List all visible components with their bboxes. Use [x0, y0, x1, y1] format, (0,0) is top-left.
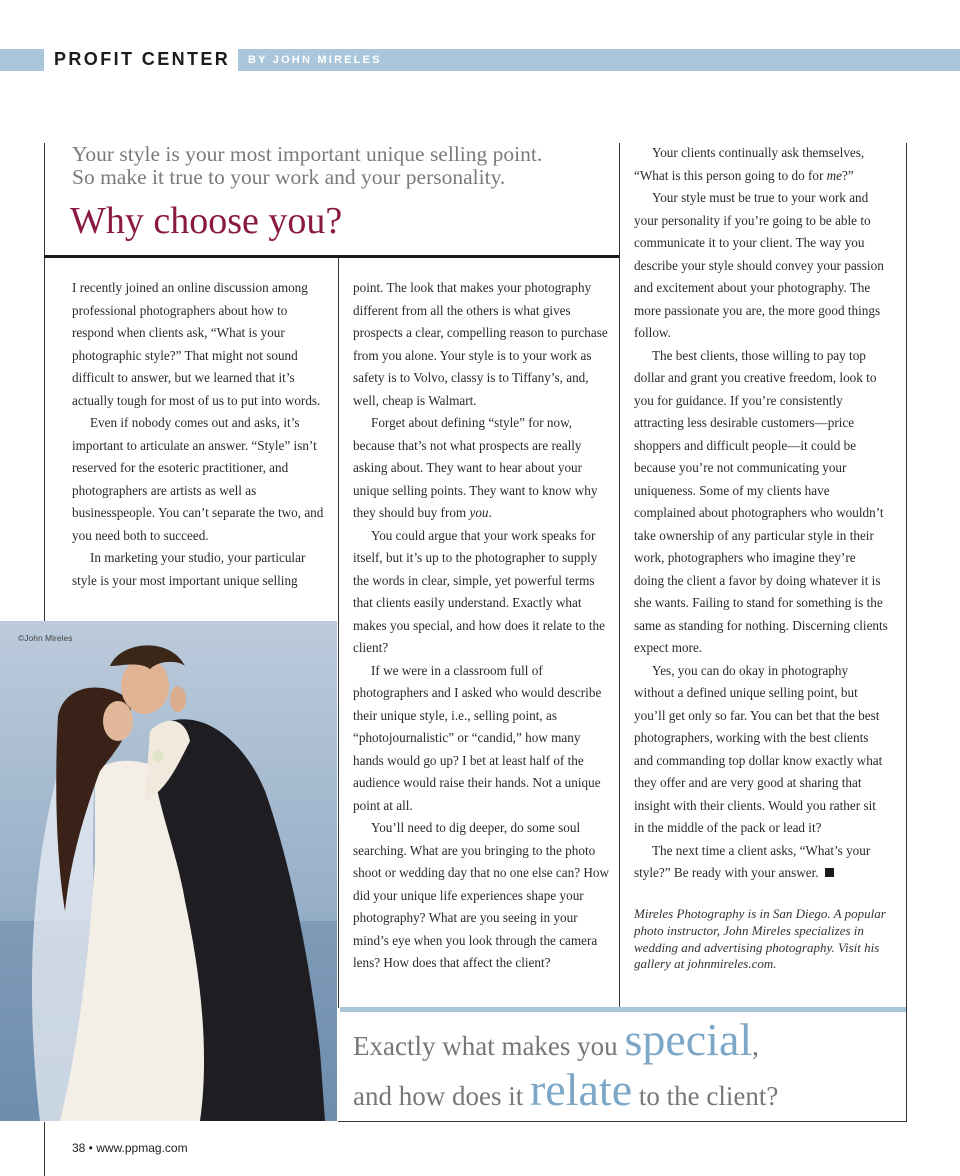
paragraph: Yes, you can do okay in photography without a defined unique selling point, but you’ll get only so far. You can bet that the best photographers, working with the best clients and commanding top dollar know exactly what they offer and are very good at sharing that insight with their clients. Would you rather sit in the middle of the pack or lead it? [634, 662, 883, 835]
paragraph: If we were in a classroom full of photographers and I asked who would describe their unique style, i.e., selling point, as “photojournalistic” or “candid,” how many hands would go up? I bet at least half of the audience would raise their hands. Not a unique point at all. [353, 662, 602, 813]
pullquote [353, 1014, 898, 1118]
left-rule [44, 143, 45, 622]
byline: BY JOHN MIRELES [248, 54, 382, 66]
paragraph: Forget about defining “style” for now, because that’s not what prospects are really asking about. They want to hear about your unique selling points. They want to know why they should buy from you. [353, 415, 598, 520]
paragraph: You’ll need to dig deeper, do some soul searching. What are you bringing to the photo shoot or wedding day that no one else can? How did your unique life experiences shape your photography? What are you seeing in your mind’s eye when you look through the camera lens? How does that affect the client? [353, 820, 609, 970]
column-2 [353, 277, 609, 975]
paragraph: Even if nobody comes out and asks, it’s important to articulate an answer. “Style” isn’t reserved for the esoteric practitioner, and photographers are artists as well as businesspeople. You can’t separate the two, and you need both to succeed. [72, 415, 324, 543]
pullquote-rule [340, 1007, 906, 1012]
headline: Why choose you? [70, 200, 343, 242]
paragraph: Your style must be true to your work and your personality if you’re going to be able to communicate it to your client. The way you describe your style should convey your passion and excitement about your photography. The more passionate you are, the more good things follow. [634, 190, 884, 340]
paragraph: The best clients, those willing to pay top dollar and grant you creative freedom, look to you for guidance. If you’re consistently attracting less desirable customers—price shoppers and difficult people—it could be because you’re not communicating your uniqueness. Some of my clients have complained about photographers who wouldn’t take ownership of any particular style in their work, photographers who imagine they’re doing the client a favor by doing whatever it is she wants. Failing to stand for something is the same as standing for nothing. Discerning clients expect more. [634, 347, 888, 655]
photo-credit: ©John Mireles [18, 633, 73, 643]
deck [72, 143, 612, 189]
pullquote-emphasis: special [624, 1014, 753, 1065]
deck-line-2: So make it true to your work and your personality. [72, 165, 506, 189]
column-divider-2 [619, 143, 620, 1007]
pullquote-line-1: Exactly what makes you special, [353, 1014, 759, 1065]
headline-rule [44, 255, 619, 258]
paragraph: I recently joined an online discussion among professional photographers about how to respond when clients ask, “What is your photographic style?” That might not sound difficult to answer, but we learned that it’s actually tough for most of us to put into words. [72, 280, 321, 408]
paragraph: You could argue that your work speaks for itself, but it’s up to the photographer to supply the words in clear, simple, yet powerful terms that clients easily understand. Exactly what makes you special, and how does it relate to the client? [353, 527, 605, 655]
pullquote-line-2: and how does it relate to the client? [353, 1064, 779, 1115]
deck-line-1: Your style is your most important unique selling point. [72, 142, 543, 166]
left-rule-bottom [44, 1122, 45, 1176]
bottom-rule [338, 1121, 907, 1122]
header-bar-left [0, 49, 44, 71]
paragraph: Your clients continually ask themselves, “What is this person going to do for me?” [634, 145, 865, 183]
column-divider-1 [338, 258, 339, 1008]
paragraph: point. The look that makes your photography different from all the others is what gives prospects a clear, compelling reason to purchase from you alone. Your style is to your work as safety is to Volvo, classy is to Tiffany’s, and, well, cheap is Walmart. [353, 280, 608, 408]
section-title: PROFIT CENTER [54, 49, 231, 69]
emphasis: me [826, 167, 843, 183]
pullquote-emphasis: relate [529, 1064, 633, 1115]
column-3 [634, 142, 888, 885]
wedding-photo [0, 621, 337, 1121]
column-1 [72, 277, 328, 592]
paragraph: The next time a client asks, “What’s your style?” Be ready with your answer. [634, 842, 871, 880]
emphasis: you [469, 505, 489, 520]
paragraph: In marketing your studio, your particular style is your most important unique selling [72, 550, 306, 588]
author-bio: Mireles Photography is in San Diego. A popular photo instructor, John Mireles specializes in wedding and advertising photography. Visit his gallery at johnmireles.com. [634, 906, 886, 972]
page-footer: 38 • www.ppmag.com [72, 1141, 188, 1155]
right-rule [906, 143, 907, 1121]
end-mark-icon [825, 868, 834, 877]
